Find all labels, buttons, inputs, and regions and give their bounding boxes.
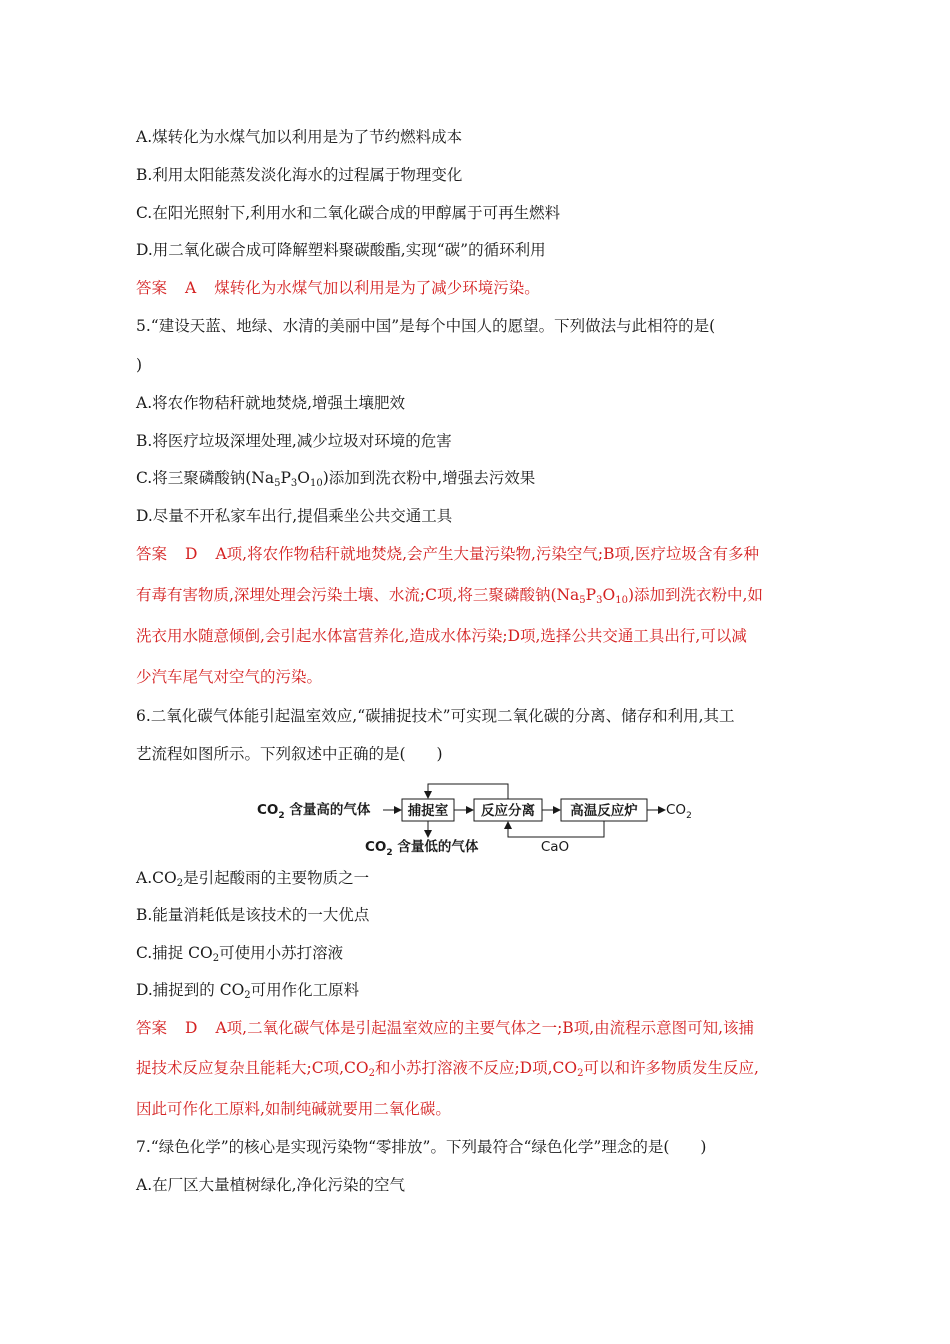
q4-option-b: B.利用太阳能蒸发淡化海水的过程属于物理变化 [136, 166, 463, 184]
answer-text: )添加到洗衣粉中,如 [627, 586, 763, 604]
q6-option-c-text: C.捕捉 CO [136, 944, 213, 962]
subscript: 5 [579, 595, 586, 606]
q5-answer-line2 [136, 585, 763, 611]
q5-option-b: B.将医疗垃圾深埋处理,减少垃圾对环境的危害 [136, 432, 452, 450]
q7-option-a: A.在厂区大量植树绿化,净化污染的空气 [136, 1176, 406, 1194]
q5-answer-line4: 少汽车尾气对空气的污染。 [136, 668, 323, 686]
answer-text: 捉技术反应复杂且能耗大;C项,CO [136, 1059, 369, 1077]
low-gas-label: $CO_2$ 含量低的气体 [365, 839, 479, 858]
answer-label: 答案 [136, 545, 168, 563]
subscript: 10 [310, 478, 323, 489]
furnace-label: 高温反应炉 [570, 803, 638, 819]
q6-option-a-text: 是引起酸雨的主要物质之一 [183, 869, 370, 887]
capture-chamber-label: 捕捉室 [407, 803, 449, 819]
q6-option-c [136, 943, 343, 969]
answer-explanation: A项,将农作物秸秆就地焚烧,会产生大量污染物,污染空气;B项,医疗垃圾含有多种 [215, 545, 759, 563]
q6-answer-line3: 因此可作化工原料,如制纯碱就要用二氧化碳。 [136, 1100, 451, 1118]
process-flow-diagram [255, 780, 705, 860]
answer-choice: A [185, 279, 197, 297]
subscript: 3 [596, 595, 603, 606]
q5-answer-line1 [136, 544, 759, 564]
answer-label: 答案 [136, 1019, 168, 1037]
answer-text: P [585, 586, 597, 604]
q7-stem: 7.“绿色化学”的核心是实现污染物“零排放”。下列最符合“绿色化学”理念的是( ) [136, 1138, 707, 1156]
q5-option-c [136, 468, 535, 494]
answer-text: 可以和许多物质发生反应, [583, 1059, 759, 1077]
answer-explanation: 煤转化为水煤气加以利用是为了减少环境污染。 [214, 279, 540, 297]
q6-stem-line1: 6.二氧化碳气体能引起温室效应,“碳捕捉技术”可实现二氧化碳的分离、储存和利用,其工 [136, 707, 735, 725]
q5-option-c-text: )添加到洗衣粉中,增强去污效果 [322, 469, 536, 487]
q5-answer-line3: 洗衣用水随意倾倒,会引起水体富营养化,造成水体污染;D项,选择公共交通工具出行,可以减 [136, 627, 747, 645]
answer-text: O [602, 586, 616, 604]
q5-option-a: A.将农作物秸秆就地焚烧,增强土壤肥效 [136, 394, 406, 412]
subscript: 10 [615, 595, 628, 606]
q6-option-c-text: 可使用小苏打溶液 [219, 944, 344, 962]
answer-explanation: A项,二氧化碳气体是引起温室效应的主要气体之一;B项,由流程示意图可知,该捕 [215, 1019, 755, 1037]
input-gas-label: $CO_2$ 含量高的气体 [257, 802, 371, 821]
q6-answer-line2 [136, 1058, 759, 1084]
answer-text: 有毒有害物质,深埋处理会污染土壤、水流;C项,将三聚磷酸钠(Na [136, 586, 580, 604]
q6-stem-line2: 艺流程如图所示。下列叙述中正确的是( ) [136, 745, 443, 763]
answer-choice: D [185, 545, 198, 563]
subscript: 3 [290, 478, 298, 489]
output-gas-label: $CO_2$ [666, 802, 692, 821]
q6-option-d [136, 980, 359, 1006]
q5-option-c-text: C.将三聚磷酸钠(Na [136, 469, 275, 487]
q6-option-d-text: D.捕捉到的 CO [136, 981, 245, 999]
q4-option-a: A.煤转化为水煤气加以利用是为了节约燃料成本 [136, 128, 463, 146]
answer-text: 和小苏打溶液不反应;D项,CO [374, 1059, 578, 1077]
answer-label: 答案 [136, 279, 168, 297]
q5-option-d: D.尽量不开私家车出行,提倡乘坐公共交通工具 [136, 507, 453, 525]
q5-stem-line1: 5.“建设天蓝、地绿、水清的美丽中国”是每个中国人的愿望。下列做法与此相符的是( [136, 317, 716, 335]
q6-option-a [136, 868, 369, 894]
q4-option-c: C.在阳光照射下,利用水和二氧化碳合成的甲醇属于可再生燃料 [136, 204, 561, 222]
subscript: 5 [274, 478, 281, 489]
q6-option-a-text: A.CO [136, 869, 177, 887]
subscript: 2 [176, 878, 184, 889]
q4-answer [136, 278, 540, 298]
subscript: 2 [212, 953, 220, 964]
separation-label: 反应分离 [481, 803, 535, 819]
q6-option-b: B.能量消耗低是该技术的一大优点 [136, 906, 370, 924]
q5-option-c-text: P [280, 469, 291, 487]
q6-answer-line1 [136, 1018, 754, 1038]
cao-label: CaO [540, 839, 570, 855]
subscript: 2 [577, 1068, 584, 1079]
q5-stem-line2: ) [136, 356, 143, 374]
subscript: 2 [244, 990, 251, 1001]
subscript: 2 [368, 1068, 375, 1079]
q5-option-c-text: O [297, 469, 310, 487]
answer-choice: D [185, 1019, 198, 1037]
recycle-loop-arrow [428, 784, 508, 799]
q6-option-d-text: 可用作化工原料 [250, 981, 360, 999]
cao-return-arrow [508, 821, 604, 837]
q4-option-d: D.用二氧化碳合成可降解塑料聚碳酸酯,实现“碳”的循环利用 [136, 241, 546, 259]
